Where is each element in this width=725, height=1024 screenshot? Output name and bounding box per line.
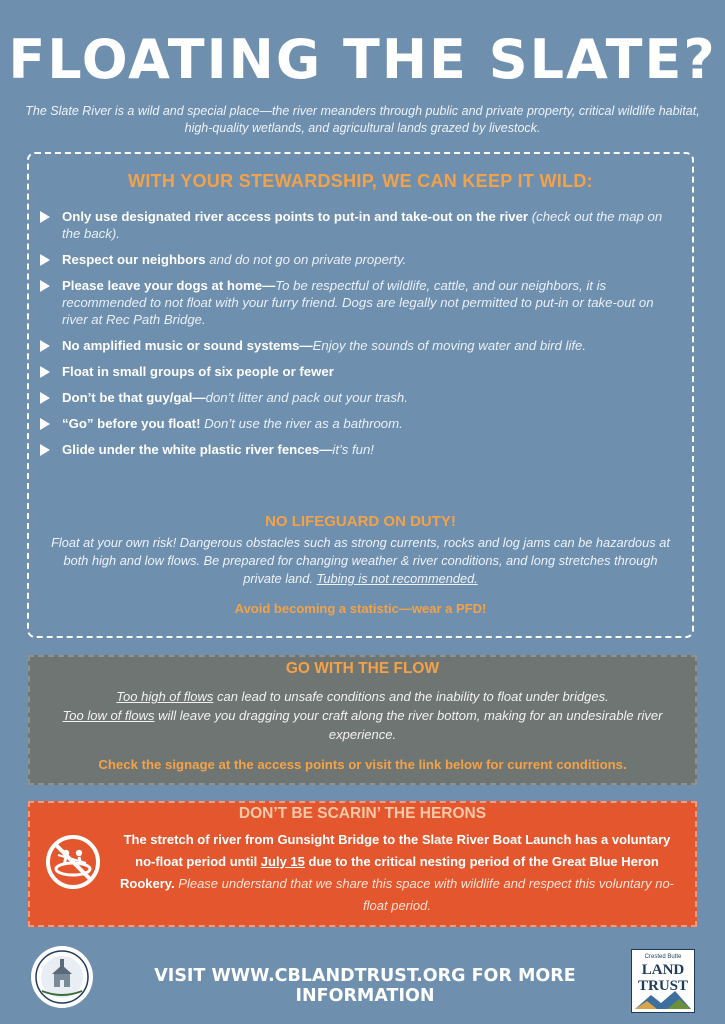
logo-land-text: LAND: [641, 962, 685, 978]
bullet-bold: Please leave your dogs at home—: [62, 278, 276, 293]
no-rafting-icon: [44, 833, 102, 891]
flow-note: Check the signage at the access points or visit the link below for current conditions.: [98, 757, 627, 772]
flow-text: [50, 687, 675, 744]
intro-text: The Slate River is a wild and special place—the river meanders through public and private property, critical wildlife habitat, high-quality wetlands, and agricultural lands grazed by livestock.: [25, 104, 700, 135]
bullet-bold: Glide under the white plastic river fences—: [62, 442, 333, 457]
lifeguard-text: [50, 534, 671, 588]
list-item: [38, 277, 678, 328]
arrow-bullet-icon: [40, 392, 50, 404]
flow-title: GO WITH THE FLOW: [285, 660, 440, 677]
bullet-italic: (check out the map on the back).: [62, 209, 663, 241]
heron-text-italic: Please understand that we share this space with wildlife and respect this voluntary no-float period.: [174, 876, 674, 913]
stewardship-list: [38, 208, 678, 467]
tubing-warning: Tubing is not recommended.: [316, 571, 478, 586]
list-item: [38, 337, 678, 354]
arrow-bullet-icon: [40, 254, 50, 266]
heron-text-2: due to the critical nesting period of the: [304, 854, 552, 869]
bullet-italic: To be respectful of wildlife, cattle, and our neighbors, it is recommended to not float with your furry friend. Dogs are legally not permitted to put-in or take-out on river at Rec Path Bridge.: [62, 278, 654, 327]
page-title: FLOATING THE SLATE?: [8, 28, 717, 91]
arrow-bullet-icon: [40, 444, 50, 456]
list-item: [38, 363, 678, 380]
bullet-italic: Enjoy the sounds of moving water and bird life.: [312, 338, 587, 353]
lifeguard-heading: NO LIFEGUARD ON DUTY!: [265, 513, 456, 530]
arrow-bullet-icon: [40, 211, 50, 223]
low-flow-label: Too low of flows: [62, 708, 155, 723]
list-item: [38, 415, 678, 432]
arrow-bullet-icon: [40, 366, 50, 378]
list-item: [38, 251, 678, 268]
arrow-bullet-icon: [40, 280, 50, 292]
arrow-bullet-icon: [40, 340, 50, 352]
bullet-bold: “Go” before you float!: [62, 416, 201, 431]
heron-text: [112, 829, 682, 917]
high-flow-line: [50, 687, 675, 706]
list-item: [38, 389, 678, 406]
heron-text-1: The stretch of river from Gunsight Bridge to the Slate River Boat Launch has a voluntary no-float period until: [123, 832, 671, 869]
no-float-date: July 15: [260, 854, 305, 869]
high-flow-desc: can lead to unsafe conditions and the inability to float under bridges.: [213, 689, 609, 704]
low-flow-desc: will leave you dragging your craft along the river bottom, making for an undesirable river experience.: [154, 708, 663, 742]
bullet-bold: Don’t be that guy/gal—: [62, 390, 206, 405]
bullet-bold: Respect our neighbors: [62, 252, 206, 267]
heron-text-3: Great Blue Heron Rookery.: [120, 854, 659, 891]
heron-title: DON’T BE SCARIN’ THE HERONS: [238, 805, 487, 822]
crested-butte-seal-logo: [30, 945, 94, 1009]
list-item: [38, 208, 678, 242]
logo-trust-text: TRUST: [637, 978, 689, 994]
pfd-reminder: Avoid becoming a statistic—wear a PFD!: [234, 601, 487, 616]
crested-butte-land-trust-logo: [631, 949, 695, 1013]
bullet-bold: Float in small groups of six people or fewer: [62, 364, 334, 379]
low-flow-line: [50, 706, 675, 744]
bullet-italic: it’s fun!: [332, 442, 374, 457]
bullet-italic: Don’t use the river as a bathroom.: [200, 416, 403, 431]
stewardship-title: WITH YOUR STEWARDSHIP, WE CAN KEEP IT WILD:: [128, 171, 593, 191]
bullet-bold: No amplified music or sound systems—: [62, 338, 313, 353]
lifeguard-body: Float at your own risk! Dangerous obstacles such as strong currents, rocks and log jams can be hazardous at both high and low flows. Be prepared for changing weather & river conditions, and long stretches through private land.: [51, 535, 670, 586]
high-flow-label: Too high of flows: [116, 689, 214, 704]
bullet-italic: and do not go on private property.: [205, 252, 407, 267]
footer-link-text[interactable]: VISIT WWW.CBLANDTRUST.ORG FOR MORE INFORMATION: [154, 966, 576, 1006]
arrow-bullet-icon: [40, 418, 50, 430]
logo-small-text: Crested Butte: [644, 954, 682, 960]
list-item: [38, 441, 678, 458]
bullet-bold: Only use designated river access points to put-in and take-out on the river: [62, 209, 529, 224]
bullet-italic: don’t litter and pack out your trash.: [205, 390, 408, 405]
